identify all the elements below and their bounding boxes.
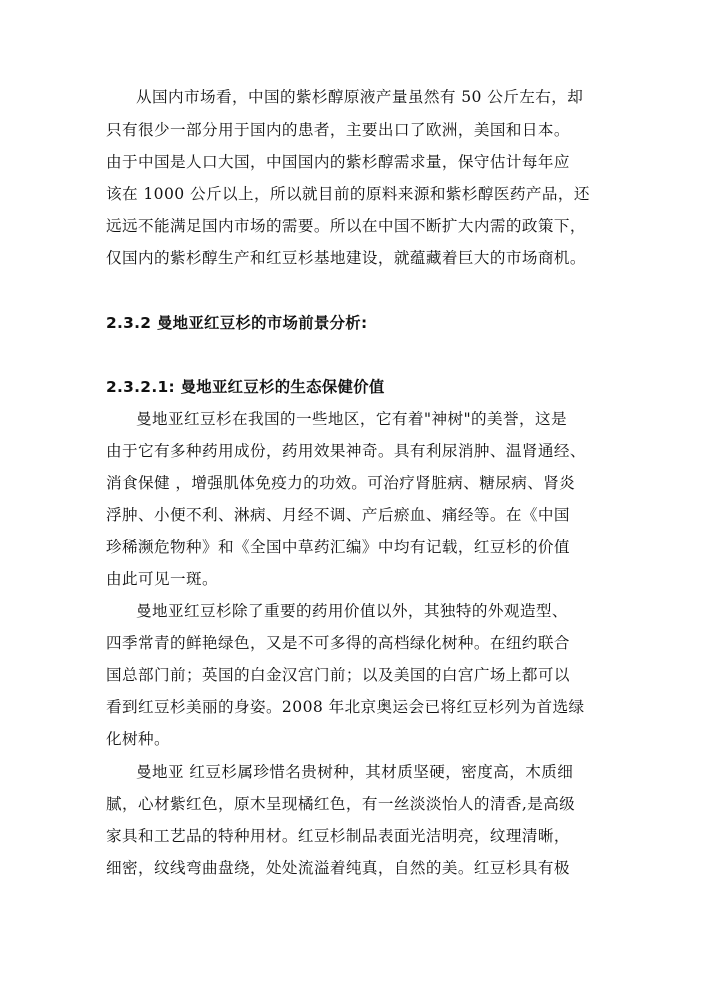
text-line: 腻，心材紫红色，原木呈现橘红色，有一丝淡淡怡人的清香,是高级 <box>106 795 576 813</box>
text-line: 珍稀濒危物种》和《全国中草药汇编》中均有记载，红豆杉的价值 <box>106 538 570 556</box>
text-line: 由此可见一斑。 <box>106 570 218 588</box>
text-line: 四季常青的鲜艳绿色，又是不可多得的高档绿化树种。在纽约联合 <box>106 634 570 652</box>
text-line: 细密，纹线弯曲盘绕，处处流溢着纯真，自然的美。红豆杉具有极 <box>106 859 570 877</box>
text-line: 曼地亚 红豆杉属珍惜名贵树种，其材质坚硬，密度高，木质细 <box>136 763 574 781</box>
text-line: 浮肿、小便不利、淋病、月经不调、产后瘀血、痛经等。在《中国 <box>106 506 570 524</box>
text-line: 仅国内的紫杉醇生产和红豆杉基地建设，就蕴藏着巨大的市场商机。 <box>106 249 586 267</box>
section-heading: 2.3.2 曼地亚红豆杉的市场前景分析: <box>106 314 368 332</box>
text-line: 国总部门前；英国的白金汉宫门前；以及美国的白宫广场上都可以 <box>106 666 570 684</box>
text-line: 看到红豆杉美丽的身姿。2008 年北京奥运会已将红豆杉列为首选绿 <box>106 698 585 716</box>
text-line: 化树种。 <box>106 730 170 748</box>
text-line: 从国内市场看，中国的紫杉醇原液产量虽然有 50 公斤左右，却 <box>136 88 584 106</box>
text-line: 由于它有多种药用成份，药用效果神奇。具有利尿消肿、温肾通经、 <box>106 442 586 460</box>
text-line: 远远不能满足国内市场的需要。所以在中国不断扩大内需的政策下， <box>106 217 586 235</box>
text-line: 只有很少一部分用于国内的患者，主要出口了欧洲，美国和日本。 <box>106 121 570 139</box>
text-line: 曼地亚红豆杉除了重要的药用价值以外，其独特的外观造型、 <box>136 602 568 620</box>
text-line: 该在 1000 公斤以上，所以就目前的原料来源和紫杉醇医药产品，还 <box>106 185 590 203</box>
subsection-heading: 2.3.2.1: 曼地亚红豆杉的生态保健价值 <box>106 378 385 396</box>
text-line: 家具和工艺品的特种用材。红豆杉制品表面光洁明亮，纹理清晰， <box>106 827 570 845</box>
text-line: 消食保健 ，增强肌体免疫力的功效。可治疗肾脏病、糖尿病、肾炎 <box>106 474 576 492</box>
text-line: 由于中国是人口大国，中国国内的紫杉醇需求量，保守估计每年应 <box>106 153 570 171</box>
text-line: 曼地亚红豆杉在我国的一些地区，它有着"神树"的美誉，这是 <box>136 410 567 428</box>
